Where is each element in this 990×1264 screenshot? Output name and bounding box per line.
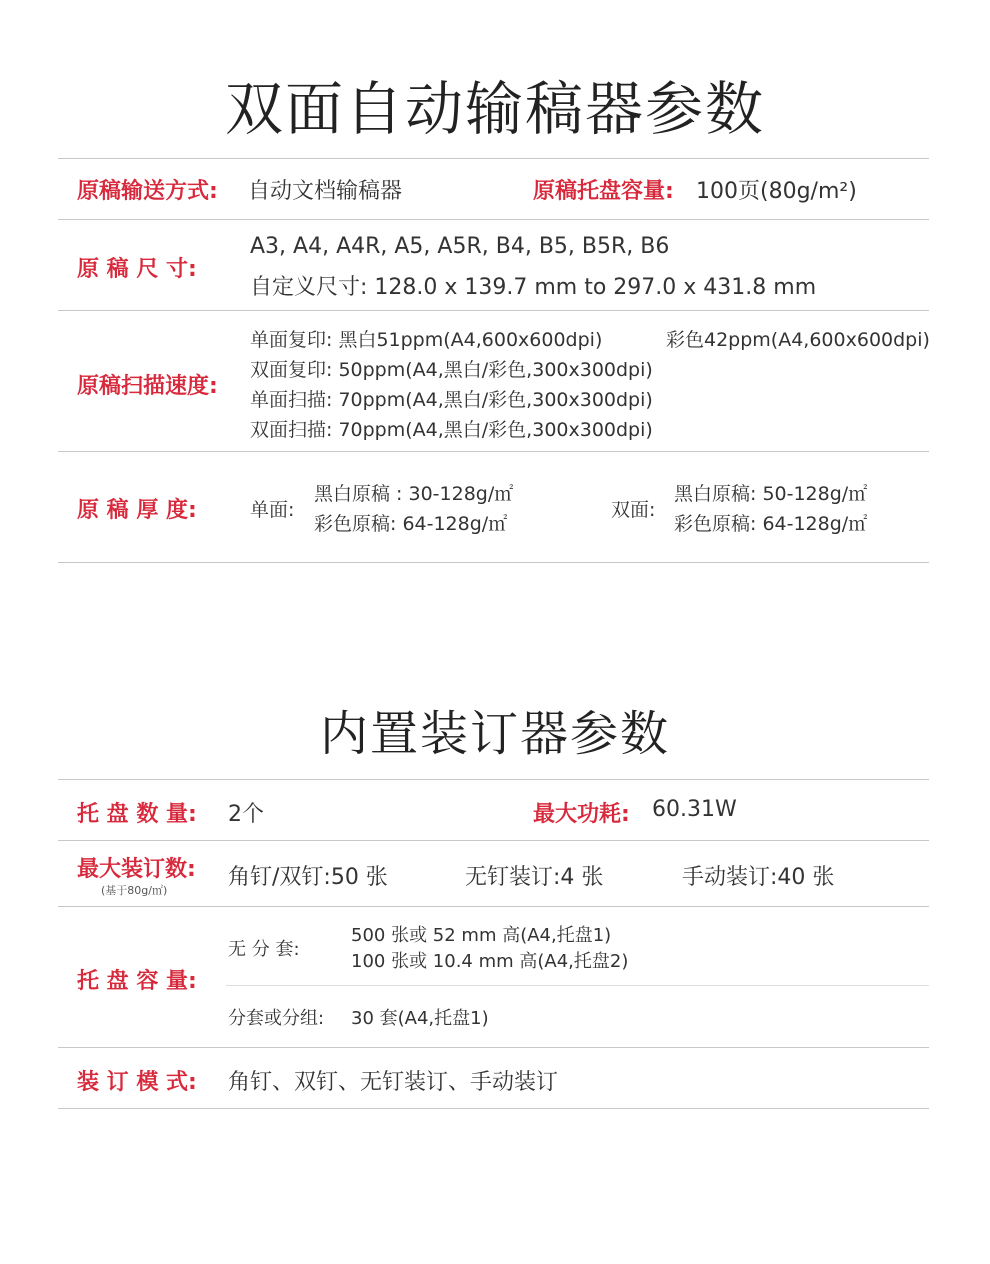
- corner-staple-value: 角钉/双钉:50 张: [228, 865, 388, 890]
- staple-modes-value: 角钉、双钉、无钉装订、手动装订: [228, 1070, 559, 1095]
- feed-method-value: 自动文档输稿器: [248, 179, 403, 204]
- no-sort-tray1: 500 张或 52 mm 高(A4,托盘1): [351, 925, 612, 946]
- divider: [58, 1108, 929, 1109]
- double-color-range: 彩色原稿: 64-128g/㎡: [674, 513, 868, 535]
- custom-size: 自定义尺寸: 128.0 x 139.7 mm to 297.0 x 431.8 mm: [250, 275, 817, 300]
- divider: [58, 451, 929, 452]
- double-side-label: 双面:: [611, 499, 656, 521]
- speed-double-scan: 双面扫描: 70ppm(A4,黑白/彩色,300x300dpi): [250, 419, 653, 441]
- sort-label: 分套或分组:: [228, 1008, 325, 1029]
- speed-single-copy: 单面复印: 黑白51ppm(A4,600x600dpi): [250, 329, 603, 351]
- divider: [58, 1047, 929, 1048]
- tray-count-value: 2个: [228, 802, 264, 827]
- output-tray-capacity-label: 托 盘 容 量:: [77, 969, 197, 994]
- divider: [58, 158, 929, 159]
- double-bw-range: 黑白原稿: 50-128g/㎡: [674, 483, 868, 505]
- sort-value: 30 套(A4,托盘1): [351, 1008, 489, 1029]
- speed-single-scan: 单面扫描: 70ppm(A4,黑白/彩色,300x300dpi): [250, 389, 653, 411]
- section1-title: 双面自动输稿器参数: [224, 75, 765, 143]
- divider: [58, 219, 929, 220]
- original-size-label: 原 稿 尺 寸:: [77, 257, 197, 282]
- divider: [58, 562, 929, 563]
- single-bw-range: 黑白原稿 : 30-128g/㎡: [314, 483, 514, 505]
- stapleless-value: 无钉装订:4 张: [465, 865, 604, 890]
- sub-divider: [226, 985, 929, 986]
- single-side-label: 单面:: [250, 499, 295, 521]
- tray-capacity-value: 100页(80g/m²): [696, 179, 857, 204]
- manual-staple-value: 手动装订:40 张: [682, 865, 835, 890]
- speed-color-copy: 彩色42ppm(A4,600x600dpi): [666, 329, 930, 351]
- divider: [58, 840, 929, 841]
- max-power-label: 最大功耗:: [533, 802, 630, 827]
- feed-method-label: 原稿输送方式:: [77, 179, 218, 204]
- single-color-range: 彩色原稿: 64-128g/㎡: [314, 513, 508, 535]
- scan-speed-label: 原稿扫描速度:: [77, 374, 218, 399]
- max-staple-label: 最大装订数:: [77, 857, 196, 882]
- no-sort-label: 无 分 套:: [228, 939, 300, 960]
- speed-double-copy: 双面复印: 50ppm(A4,黑白/彩色,300x300dpi): [250, 359, 653, 381]
- tray-capacity-label: 原稿托盘容量:: [533, 179, 674, 204]
- divider: [58, 779, 929, 780]
- no-sort-tray2: 100 张或 10.4 mm 高(A4,托盘2): [351, 951, 629, 972]
- staple-modes-label: 装 订 模 式:: [77, 1070, 197, 1095]
- divider: [58, 310, 929, 311]
- max-staple-note: (基于80g/㎡): [101, 884, 168, 897]
- original-size-list: A3, A4, A4R, A5, A5R, B4, B5, B5R, B6: [250, 234, 670, 259]
- tray-count-label: 托 盘 数 量:: [77, 802, 197, 827]
- thickness-label: 原 稿 厚 度:: [77, 498, 197, 523]
- max-power-value: 60.31W: [652, 797, 737, 822]
- section2-title: 内置装订器参数: [319, 706, 670, 762]
- divider: [58, 906, 929, 907]
